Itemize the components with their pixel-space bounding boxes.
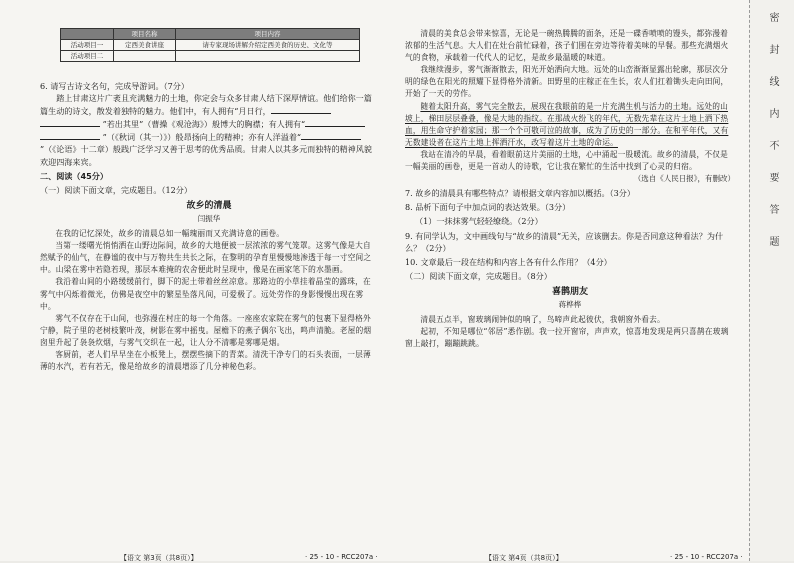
question-7: 7. 故乡的清晨具有哪些特点？请根据文章内容加以概括。（3分） xyxy=(405,188,635,199)
exam-code: · 25 - 10 - RCC207a · xyxy=(670,553,743,561)
exam-page-right xyxy=(395,0,749,561)
paragraph: 清晨的美食总会带来惊喜，无论是一碗热腾腾的面条，还是一碟香喷喷的馒头，都弥漫着浓郁的生活气息。大人们在灶台前忙碌着，孩子们围在旁边等待着美味的早餐。那些充满烟火气的食物，承载着一代代人的记忆，是故乡最温暖的味道。 xyxy=(405,29,729,63)
question-6-text: 踏上甘肃这片广袤且充满魅力的土地，你定会与众多甘肃人结下深厚情谊。他们给你一篇篇生动的诗文，散发着独特的魅力。他们中，有人拥有“月日行， ”若出其里”（曹操《观沧海》）般博大的胸襟；有人拥有“ ”（《秋词（其一）》）般昂扬向上的精神；亦有人洋溢着“ ”（《论语》十二章）般践广泛学习又善于思考的优秀品质。甘肃人以其多元而独特的精神风貌欢迎四海来宾。 xyxy=(40,93,372,167)
article2-author: 蒋桦桦 xyxy=(558,299,582,309)
article-title: 故乡的清晨 xyxy=(186,200,232,211)
question-8: 8. 品析下面句子中加点词的表达效果。（3分） xyxy=(405,202,571,213)
article-body xyxy=(40,228,378,373)
page-number: 【语文 第3页（共8页）】 xyxy=(120,554,198,562)
subsection-1: （一）阅读下面文章，完成题目。（12分） xyxy=(40,184,192,195)
answer-blank[interactable] xyxy=(40,130,100,140)
answer-blank[interactable] xyxy=(305,117,365,127)
table-header-content: 项目内容 xyxy=(175,29,359,40)
article2-title: 喜鹊朋友 xyxy=(551,286,588,297)
subsection-2: （二）阅读下面文章，完成题目。（8分） xyxy=(405,270,552,281)
paragraph: 当第一缕曙光悄悄洒在山野边际间，故乡的大地便被一层浓浓的雾气笼罩。这雾气像是大自然赋予的仙气，在静谧的夜中与万物共生共长之际，在黎明的孕育里慢慢地渗透于每一寸空间之中。山梁在雾中若隐若现，那层本难掩的农舍便此时呈现中，像是在画家笔下的水墨画。 xyxy=(40,241,372,275)
paragraph: 起初，不知是哪位“邻居”悉作剧。我一拉开窗帘，声声欢，惊喜地发现是两只喜鹊在玻璃窗上敲打，蹦蹦跳跳。 xyxy=(405,327,729,349)
exam-page-left xyxy=(0,0,395,561)
question-10: 10. 文章最后一段在结构和内容上各有什么作用？（4分） xyxy=(405,256,612,267)
exam-code: · 25 - 10 - RCC207a · xyxy=(305,553,378,561)
answer-blank[interactable] xyxy=(40,117,100,127)
section-reading: 二、阅读（45分） xyxy=(40,170,108,181)
answer-blank[interactable] xyxy=(301,130,361,140)
question-9: 9. 有同学认为，文中画线句与“故乡的清晨”无关，应该删去。你是否同意这种看法？为什么？（2分） xyxy=(405,230,724,253)
question-6-title: 6. 请写古诗文名句，完成导游词。（7分） xyxy=(40,81,189,91)
table-row: 活动项目二 xyxy=(61,51,360,62)
article-source: （选自《人民日报》，有删改） xyxy=(633,174,735,184)
activity-table xyxy=(60,28,360,62)
article-author: 闫振华 xyxy=(197,213,221,223)
paragraph: 我沿着山间的小路缓缓前行，脚下的泥土带着丝丝凉意。那路边的小草挂着晶莹的露珠，在雾气中闪烁着微光，仿佛是夜空中的繁星坠落凡间，可爱极了。远处劳作的身影慢慢出现在雾中。 xyxy=(40,277,371,311)
article-continued xyxy=(405,28,735,173)
paragraph: 清晨五点半，窗玻璃闹钟似的响了，鸟啼声此起彼伏，我朝窗外看去。 xyxy=(420,315,665,325)
answer-blank[interactable] xyxy=(271,104,331,114)
paragraph: 客厨前，老人们早早坐在小板凳上，摆摆些摘下的青菜。清洗干净专门的石头表面，一层薄薄的水汽，若有若无，像是给故乡的清晨增添了几分神秘色彩。 xyxy=(40,349,371,372)
paragraph-underlined: 随着太阳升高，雾气完全散去，展现在我眼前的是一片充满生机与活力的土地。远处的山坡上，梯田层层叠叠，像是大地的指纹。在那战火纷飞的年代，无数先辈在这片土地上洒下热血，用生命守护着家园；那一个个可敬可泣的故事，成为了历史的一部分。在和平年代，又有无数建设者在这片土地上挥洒汗水，改写着这片土地的命运。 xyxy=(405,101,729,147)
seal-line-notice: 密封线内不要答题 xyxy=(767,12,778,268)
question-6 xyxy=(40,80,378,168)
table-header-blank xyxy=(61,29,114,40)
paragraph: 在我的记忆深处，故乡的清晨总如一幅瑰丽而又充满诗意的画卷。 xyxy=(55,229,285,239)
paragraph: 我继续漫步，雾气渐渐散去，阳光开始洒向大地。远处的山峦渐渐显露出轮廓，那层次分明的绿色在阳光的照耀下显得格外清新。田野里的庄稼正在生长，农人们扛着锄头走向田间，开始了一天的劳作。 xyxy=(405,65,729,99)
binding-gutter xyxy=(749,0,794,561)
right-column xyxy=(405,28,735,350)
article2-body xyxy=(405,314,735,350)
page-number: 【语文 第4页（共8页）】 xyxy=(485,554,563,562)
paragraph: 我站在清冷的早晨，看着眼前这片美丽的土地，心中涌起一股暖流。故乡的清晨，不仅是一幅美丽的画卷，更是一首动人的诗歌，它让我在繁忙的生活中找到了心灵的归宿。 xyxy=(405,149,729,172)
paragraph: 雾气不仅存在于山间，也弥漫在村庄的每一个角落。一座座农家院在雾气的包裹下显得格外宁静，院子里的老树枝繁叶茂，树影在雾中摇曳。屋檐下的燕子偶尔飞出，鸣声清脆。老屋的烟囱里升起了袅袅炊烟，与雾气交织在一起，让人分不清哪是雾哪是烟。 xyxy=(40,313,372,347)
question-8-sub: （1）一抹抹雾气轻轻缭绕。（2分） xyxy=(415,216,543,227)
table-row: 活动项目一 定西美食讲座 请专家现场讲解介绍定西美食的历史、文化等 xyxy=(61,40,360,51)
table-header-name: 项目名称 xyxy=(114,29,176,40)
left-column xyxy=(40,28,378,373)
